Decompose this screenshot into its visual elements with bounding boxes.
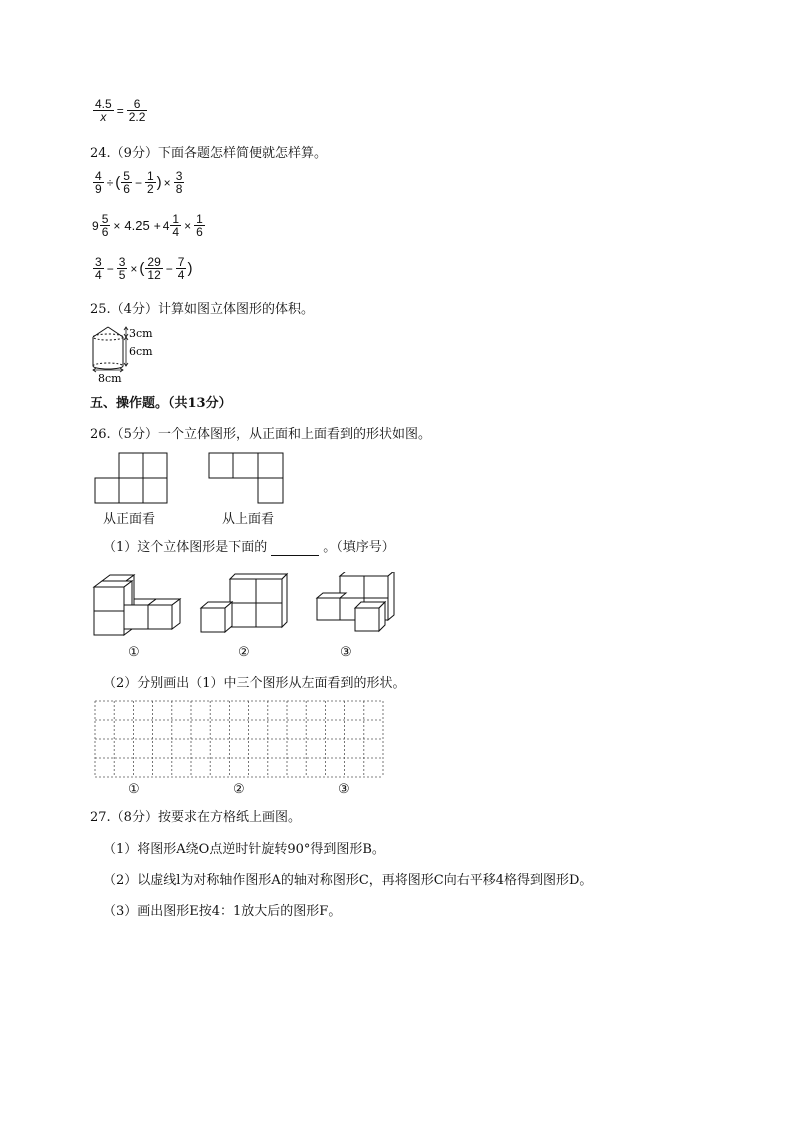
figure-label-2: ②: [238, 645, 250, 660]
question-27-step-2: （2）以虚线l为对称轴作图形A的轴对称图形C，再将图形C向右平移4格得到图形D。: [103, 873, 593, 888]
question-26-title: 26.（5分）一个立体图形，从正面和上面看到的形状如图。: [90, 427, 431, 442]
figure-label-3: ③: [340, 645, 352, 660]
front-view-label: 从正面看: [103, 512, 156, 527]
question-27-step-3: （3）画出图形E按4：1放大后的图形F。: [103, 904, 342, 919]
front-view-figure: [94, 452, 172, 506]
question-25-title: 25.（4分）计算如图立体图形的体积。: [90, 302, 314, 317]
cube-figure-3: [317, 572, 394, 631]
drawing-grid[interactable]: [93, 699, 385, 779]
grid-label-1: ①: [128, 782, 140, 797]
question-24-title: 24.（9分）下面各题怎样简便就怎样算。: [90, 146, 327, 161]
section-5-title: 五、操作题。（共13分）: [90, 396, 232, 411]
fraction: $\frac{4.5}{x}$: [95, 97, 112, 124]
question-26-sub1: （1）这个立体图形是下面的 。（填序号）: [103, 540, 395, 555]
cube-figure-1: [94, 575, 180, 635]
question-27-title: 27.（8分）按要求在方格纸上画图。: [90, 810, 301, 825]
figure-label-1: ①: [128, 645, 140, 660]
cylinder-cone-figure: [88, 322, 168, 384]
question-26-sub2: （2）分别画出（1）中三个图形从左面看到的形状。: [103, 676, 406, 691]
top-view-figure: [208, 452, 288, 506]
top-view-label: 从上面看: [222, 512, 275, 527]
grid-label-3: ③: [338, 782, 350, 797]
dim-bottom-label: 8cm: [98, 372, 122, 384]
expression-2: 9 $\frac{5}{6}$ × 4.25 + 4 $\frac{1}{4}$ × $\frac{1}{6}$: [92, 212, 203, 239]
question-27-step-1: （1）将图形A绕O点逆时针旋转90°得到图形B。: [103, 842, 385, 857]
cube-figure-2: [201, 574, 287, 632]
expression-3: $\frac{3}{4}$ − $\frac{3}{5}$ × ( $\frac{29}{12}$ − $\frac{7}{4}$ ): [95, 255, 193, 282]
cube-figures: [90, 572, 410, 640]
dim-top-label: 3cm: [129, 327, 153, 340]
grid-label-2: ②: [233, 782, 245, 797]
proportion-equation: $\frac{4.5}{x}$ = $\frac{6}{2.2}$: [95, 97, 146, 124]
dim-side-label: 6cm: [129, 345, 153, 358]
answer-blank[interactable]: [271, 543, 319, 556]
fraction: $\frac{6}{2.2}$: [128, 97, 146, 124]
expression-1: $\frac{4}{9}$ ÷ ( $\frac{5}{6}$ − $\frac{1}{2}$ ) × $\frac{3}{8}$: [95, 169, 183, 196]
